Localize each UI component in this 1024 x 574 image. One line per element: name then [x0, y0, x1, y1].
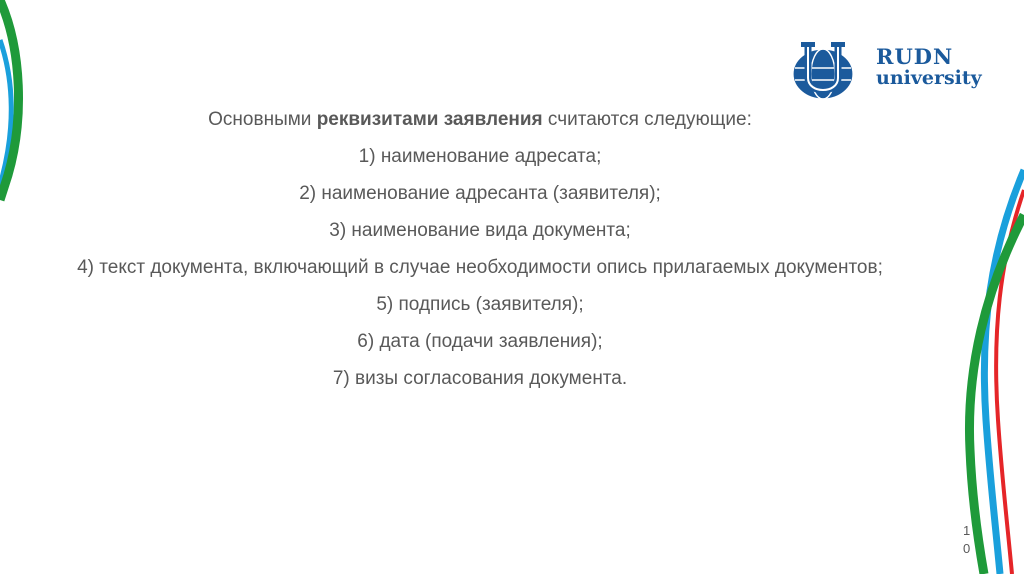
intro-part2: считаются следующие: [542, 109, 752, 130]
list-item: 2) наименование адресанта (заявителя); [299, 183, 661, 204]
page-number [963, 522, 975, 558]
left-blue-stripe [0, 40, 11, 185]
right-blue-stripe [984, 170, 1024, 574]
list-item: 5) подпись (заявителя); [376, 294, 584, 315]
rudn-logo [790, 38, 990, 104]
logo-text [876, 46, 982, 88]
intro-line [40, 106, 920, 133]
left-green-stripe [0, 0, 18, 200]
right-red-stripe [996, 190, 1024, 574]
globe-u-icon [790, 38, 874, 104]
list-item: 6) дата (подачи заявления); [357, 331, 603, 352]
slide-body [40, 106, 920, 402]
list-item: 4) текст документа, включающий в случае необходимости опись прилагаемых документов; [77, 257, 883, 278]
list-item: 3) наименование вида документа; [329, 220, 631, 241]
page-number-digit-1: 1 [963, 523, 971, 538]
intro-part1: Основными [208, 109, 317, 130]
logo-line-university: university [876, 67, 982, 89]
intro-bold: реквизитами заявления [316, 109, 543, 130]
right-green-stripe [969, 215, 1024, 574]
logo-line-rudn: RUDN [876, 44, 954, 69]
list-item: 1) наименование адресата; [358, 146, 602, 167]
list-item: 7) визы согласования документа. [332, 368, 628, 389]
page-number-digit-2: 0 [963, 541, 971, 556]
